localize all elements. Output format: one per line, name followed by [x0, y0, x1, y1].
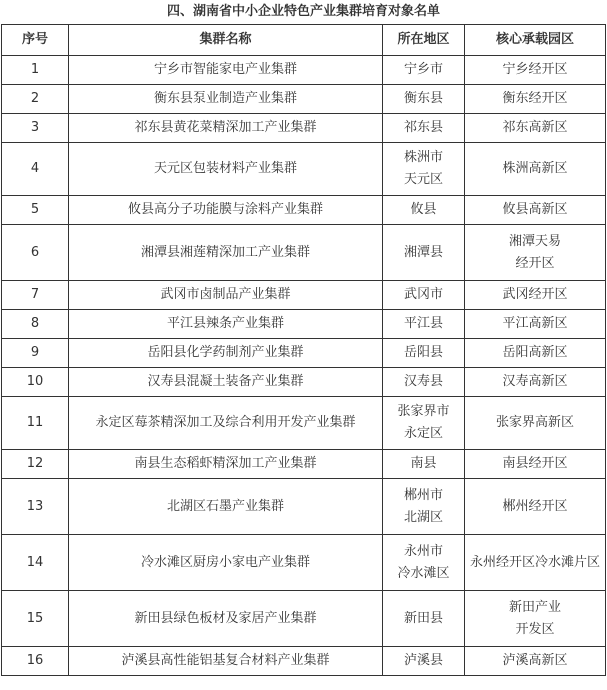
table-row	[2, 450, 606, 479]
cell-cluster-name: 永定区莓茶精深加工及综合利用开发产业集群	[69, 397, 383, 450]
cell-no: 1	[2, 56, 69, 85]
table-row	[2, 397, 606, 450]
cell-cluster-name: 攸县高分子功能膜与涂料产业集群	[69, 196, 383, 225]
cell-no: 8	[2, 310, 69, 339]
cell-region: 张家界市 永定区	[383, 397, 465, 450]
cell-cluster-name: 祁东县黄花菜精深加工产业集群	[69, 114, 383, 143]
cell-core-park: 衡东经开区	[465, 85, 606, 114]
table-row	[2, 339, 606, 368]
cluster-table	[1, 24, 606, 676]
cell-region: 郴州市 北湖区	[383, 479, 465, 535]
cell-no: 12	[2, 450, 69, 479]
page-title: 四、湖南省中小企业特色产业集群培育对象名单	[166, 4, 440, 19]
table-row	[2, 281, 606, 310]
table-row	[2, 310, 606, 339]
cell-region: 岳阳县	[383, 339, 465, 368]
cell-core-park: 泸溪高新区	[465, 647, 606, 676]
cell-region: 祁东县	[383, 114, 465, 143]
cell-no: 5	[2, 196, 69, 225]
cell-cluster-name: 岳阳县化学药制剂产业集群	[69, 339, 383, 368]
cell-region: 永州市 冷水滩区	[383, 535, 465, 591]
table-row	[2, 591, 606, 647]
cell-core-park: 南县经开区	[465, 450, 606, 479]
cell-cluster-name: 汉寿县混凝土装备产业集群	[69, 368, 383, 397]
cell-core-park: 宁乡经开区	[465, 56, 606, 85]
cell-cluster-name: 天元区包装材料产业集群	[69, 143, 383, 196]
cell-cluster-name: 泸溪县高性能铝基复合材料产业集群	[69, 647, 383, 676]
table-row	[2, 143, 606, 196]
cell-cluster-name: 冷水滩区厨房小家电产业集群	[69, 535, 383, 591]
cell-core-park: 武冈经开区	[465, 281, 606, 310]
cell-core-park: 郴州经开区	[465, 479, 606, 535]
cell-core-park: 祁东高新区	[465, 114, 606, 143]
cell-no: 13	[2, 479, 69, 535]
cell-no: 9	[2, 339, 69, 368]
cell-core-park: 张家界高新区	[465, 397, 606, 450]
cell-cluster-name: 南县生态稻虾精深加工产业集群	[69, 450, 383, 479]
header-core-park: 核心承载园区	[465, 25, 606, 56]
table-row	[2, 647, 606, 676]
cell-no: 14	[2, 535, 69, 591]
cell-cluster-name: 宁乡市智能家电产业集群	[69, 56, 383, 85]
cell-region: 衡东县	[383, 85, 465, 114]
table-row	[2, 368, 606, 397]
cell-cluster-name: 武冈市卤制品产业集群	[69, 281, 383, 310]
cell-region: 湘潭县	[383, 225, 465, 281]
cell-region: 武冈市	[383, 281, 465, 310]
cell-region: 宁乡市	[383, 56, 465, 85]
table-row	[2, 114, 606, 143]
table-header-row	[2, 25, 606, 56]
cell-no: 6	[2, 225, 69, 281]
table-body	[2, 56, 606, 676]
cell-cluster-name: 湘潭县湘莲精深加工产业集群	[69, 225, 383, 281]
cell-region: 攸县	[383, 196, 465, 225]
cell-core-park: 岳阳高新区	[465, 339, 606, 368]
cell-no: 15	[2, 591, 69, 647]
cell-core-park: 湘潭天易 经开区	[465, 225, 606, 281]
cell-region: 汉寿县	[383, 368, 465, 397]
cell-core-park: 攸县高新区	[465, 196, 606, 225]
cell-region: 平江县	[383, 310, 465, 339]
cell-core-park: 永州经开区冷水滩片区	[465, 535, 606, 591]
cell-region: 新田县	[383, 591, 465, 647]
cell-region: 泸溪县	[383, 647, 465, 676]
cell-no: 11	[2, 397, 69, 450]
table-row	[2, 225, 606, 281]
header-no: 序号	[2, 25, 69, 56]
header-region: 所在地区	[383, 25, 465, 56]
cell-cluster-name: 北湖区石墨产业集群	[69, 479, 383, 535]
cell-core-park: 株洲高新区	[465, 143, 606, 196]
table-row	[2, 535, 606, 591]
table-row	[2, 196, 606, 225]
cell-core-park: 汉寿高新区	[465, 368, 606, 397]
cell-no: 4	[2, 143, 69, 196]
cell-no: 10	[2, 368, 69, 397]
cell-region: 株洲市 天元区	[383, 143, 465, 196]
table-row	[2, 479, 606, 535]
cell-cluster-name: 衡东县泵业制造产业集群	[69, 85, 383, 114]
cell-region: 南县	[383, 450, 465, 479]
cell-no: 3	[2, 114, 69, 143]
cell-cluster-name: 平江县辣条产业集群	[69, 310, 383, 339]
table-row	[2, 85, 606, 114]
cell-no: 2	[2, 85, 69, 114]
header-cluster-name: 集群名称	[69, 25, 383, 56]
cell-no: 7	[2, 281, 69, 310]
cell-core-park: 新田产业 开发区	[465, 591, 606, 647]
cell-no: 16	[2, 647, 69, 676]
cell-core-park: 平江高新区	[465, 310, 606, 339]
cell-cluster-name: 新田县绿色板材及家居产业集群	[69, 591, 383, 647]
table-row	[2, 56, 606, 85]
